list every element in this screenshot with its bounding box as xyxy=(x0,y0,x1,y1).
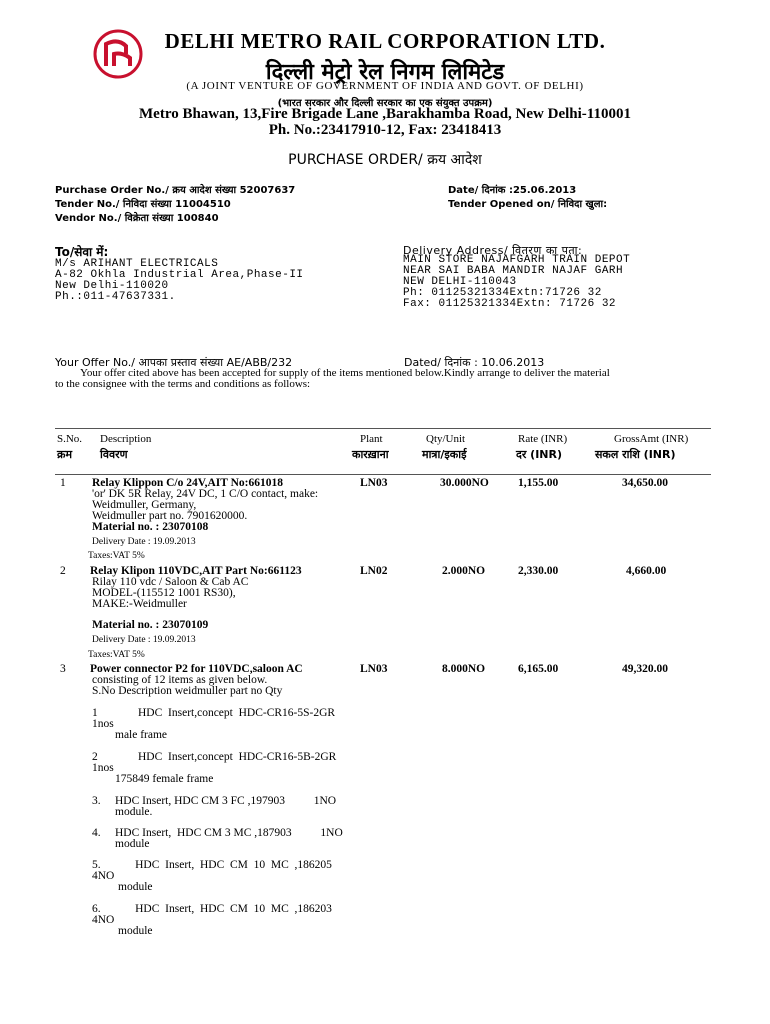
item-desc-line: Weidmuller, Germany, xyxy=(92,499,197,511)
col-description: Description xyxy=(100,433,152,445)
item-taxes: Taxes:VAT 5% xyxy=(88,551,145,561)
item-delivery-date: Delivery Date : 19.09.2013 xyxy=(92,635,196,645)
col-plant: Plant xyxy=(360,433,383,445)
tender-opened: Tender Opened on/ निविदा खुला: xyxy=(448,199,608,210)
offer-text: to the consignee with the terms and conditions as follows: xyxy=(55,378,311,390)
offer-reference: Your Offer No./ आपका प्रस्ताव संख्या AE/ABB/232 xyxy=(55,356,293,369)
subitem-note: male frame xyxy=(115,729,168,741)
offer-text: Your offer cited above has been accepted for supply of the items mentioned below.Kindly arrange to deliver the material xyxy=(80,367,610,379)
subitem-line: 5. HDC Insert, HDC CM 10 MC ,186205 xyxy=(92,859,332,871)
item-plant: LN03 xyxy=(360,477,388,489)
po-number: Purchase Order No./ क्रय आदेश संख्या 52007637 xyxy=(55,185,296,196)
page-title: PURCHASE ORDER/ क्रय आदेश xyxy=(288,152,482,168)
vendor-address-line: A-82 Okhla Industrial Area,Phase-II xyxy=(55,269,304,281)
company-name: DELHI METRO RAIL CORPORATION LTD. xyxy=(164,29,606,53)
company-name-hindi: दिल्ली मेट्रो रेल निगम लिमिटेड xyxy=(265,60,505,85)
joint-venture-line-hindi: (भारत सरकार और दिल्ली सरकार का एक संयुक्त उपक्रम) xyxy=(277,98,493,109)
offer-date: Dated/ दिनांक : 10.06.2013 xyxy=(404,356,545,369)
col-sno-hindi: क्रम xyxy=(57,448,73,461)
item-desc-line: MODEL-(115512 1001 RS30), xyxy=(92,587,236,599)
item-plant: LN03 xyxy=(360,663,388,675)
vendor-phone: Ph.:011-47637331. xyxy=(55,291,176,303)
to-heading: To/सेवा में: xyxy=(55,245,109,259)
subitem-note: module xyxy=(118,881,153,893)
item-desc-line: MAKE:-Weidmuller xyxy=(92,598,187,610)
item-title: Relay Klipon 110VDC,AIT Part No:661123 xyxy=(90,565,302,577)
vendor-address-line: New Delhi-110020 xyxy=(55,280,169,292)
subitem-qty: 1nos xyxy=(92,762,114,774)
subitem-line: 2 HDC Insert,concept HDC-CR16-5B-2GR xyxy=(92,751,337,763)
joint-venture-line: (A JOINT VENTURE OF GOVERNMENT OF INDIA AND GOVT. OF DELHI) xyxy=(186,80,584,92)
item-material: Material no. : 23070108 xyxy=(92,521,209,533)
vendor-number: Vendor No./ विक्रेता संख्या 100840 xyxy=(55,213,219,224)
item-qty: 2.000NO xyxy=(442,565,486,577)
col-qty: Qty/Unit xyxy=(426,433,466,445)
subitem-line: 3. HDC Insert, HDC CM 3 FC ,197903 1NO xyxy=(92,795,337,807)
item-rate: 2,330.00 xyxy=(518,565,559,577)
item-gross: 49,320.00 xyxy=(622,663,668,675)
delivery-fax: Fax: 01125321334Extn: 71726 32 xyxy=(403,298,617,310)
item-qty: 30.000NO xyxy=(440,477,489,489)
item-gross: 34,650.00 xyxy=(622,477,668,489)
subitem-line: 6. HDC Insert, HDC CM 10 MC ,186203 xyxy=(92,903,332,915)
item-plant: LN02 xyxy=(360,565,388,577)
vendor-name: M/s ARIHANT ELECTRICALS xyxy=(55,258,219,270)
item-sno: 1 xyxy=(60,477,66,489)
delivery-address-line: NEAR SAI BABA MANDIR NAJAF GARH xyxy=(403,265,624,277)
company-address: Metro Bhawan, 13,Fire Brigade Lane ,Barakhamba Road, New Delhi-110001 xyxy=(139,106,631,122)
subitem-note: module xyxy=(115,838,150,850)
subitem-note: module. xyxy=(115,806,153,818)
col-gross: GrossAmt (INR) xyxy=(614,433,689,445)
item-title: Power connector P2 for 110VDC,saloon AC xyxy=(90,663,303,675)
subitem-line: 4. HDC Insert, HDC CM 3 MC ,187903 1NO xyxy=(92,827,343,839)
col-sno: S.No. xyxy=(57,433,83,445)
item-title: Relay Klippon C/o 24V,AIT No:661018 xyxy=(92,477,283,489)
item-gross: 4,660.00 xyxy=(626,565,667,577)
item-taxes: Taxes:VAT 5% xyxy=(88,650,145,660)
item-sno: 2 xyxy=(60,565,66,577)
col-qty-hindi: मात्रा/इकाई xyxy=(422,448,467,461)
col-description-hindi: विवरण xyxy=(100,448,128,461)
item-desc-line: S.No Description weidmuller part no Qty xyxy=(92,685,283,697)
subitem-qty: 1nos xyxy=(92,718,114,730)
col-gross-hindi: सकल राशि (INR) xyxy=(595,448,676,461)
delivery-phone: Ph: 01125321334Extn:71726 32 xyxy=(403,287,602,299)
subitem-line: 1 HDC Insert,concept HDC-CR16-5S-2GR xyxy=(92,707,336,719)
delivery-heading: Delivery Address/ वितरण का पता: xyxy=(403,244,583,257)
item-rate: 6,165.00 xyxy=(518,663,559,675)
subitem-note: 175849 female frame xyxy=(115,773,214,785)
item-desc-line: consisting of 12 items as given below. xyxy=(92,674,268,686)
item-desc-line: Weidmuller part no. 7901620000. xyxy=(92,510,248,522)
delivery-address-line: NEW DELHI-110043 xyxy=(403,276,517,288)
col-rate-hindi: दर (INR) xyxy=(516,448,562,461)
subitem-note: module xyxy=(118,925,153,937)
company-phone: Ph. No.:23417910-12, Fax: 23418413 xyxy=(268,122,502,138)
subitem-qty: 4NO xyxy=(92,870,115,882)
item-sno: 3 xyxy=(60,663,66,675)
item-qty: 8.000NO xyxy=(442,663,486,675)
delivery-address-line: MAIN STORE NAJAFGARH TRAIN DEPOT xyxy=(403,254,631,266)
item-rate: 1,155.00 xyxy=(518,477,559,489)
subitem-qty: 4NO xyxy=(92,914,115,926)
item-desc-line: Rilay 110 vdc / Saloon & Cab AC xyxy=(92,576,249,588)
col-plant-hindi: कारख़ाना xyxy=(352,448,389,461)
item-delivery-date: Delivery Date : 19.09.2013 xyxy=(92,537,196,547)
po-date: Date/ दिनांक :25.06.2013 xyxy=(448,185,577,196)
table-header-rule xyxy=(55,474,711,475)
item-material: Material no. : 23070109 xyxy=(92,619,209,631)
tender-number: Tender No./ निविदा संख्या 11004510 xyxy=(55,199,231,210)
col-rate: Rate (INR) xyxy=(518,433,568,445)
table-top-rule xyxy=(55,428,711,429)
item-desc-line: 'or' DK 5R Relay, 24V DC, 1 C/O contact, make: xyxy=(92,488,319,500)
